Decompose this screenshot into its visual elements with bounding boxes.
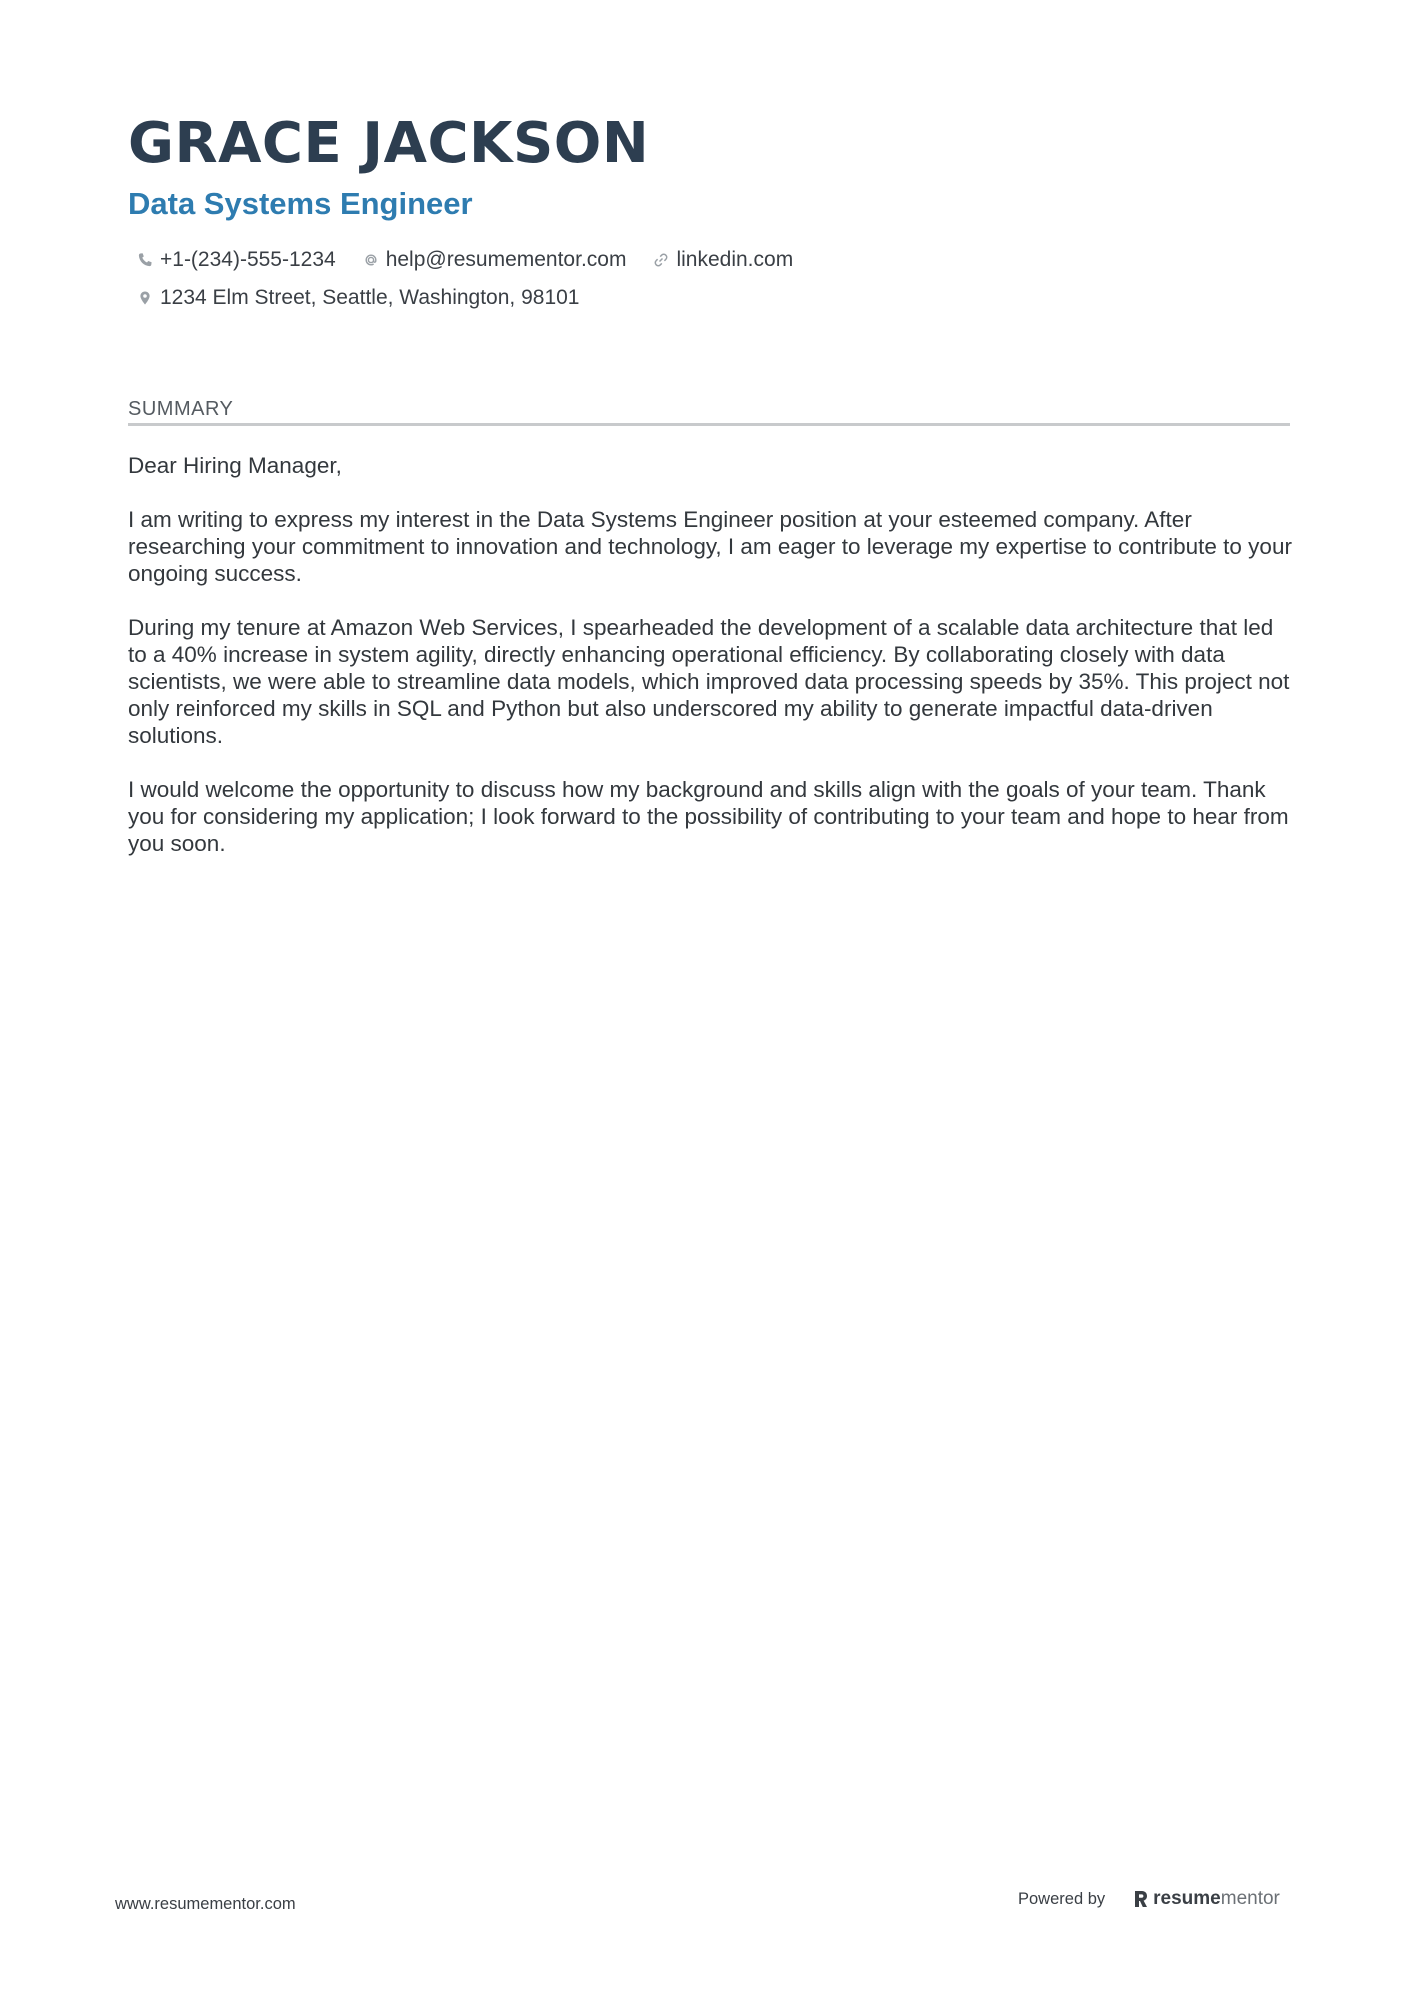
letter-body [128, 452, 1293, 884]
contact-row-2 [136, 284, 1286, 312]
at-icon [362, 251, 380, 269]
resumementor-logo-icon [1133, 1889, 1149, 1909]
contact-info [136, 246, 1286, 322]
location-pin-icon [136, 289, 154, 307]
phone-text: +1-(234)-555-1234 [160, 248, 336, 271]
phone-icon [136, 251, 154, 269]
applicant-name: GRACE JACKSON [128, 111, 650, 176]
job-title: Data Systems Engineer [128, 186, 473, 221]
letter-greeting: Dear Hiring Manager, [128, 453, 342, 478]
address-text: 1234 Elm Street, Seattle, Washington, 98101 [160, 286, 580, 309]
summary-section-heading [128, 398, 1290, 426]
letter-paragraph-1: I am writing to express my interest in the Data Systems Engineer position at your esteemed company. After researching your commitment to innovation and technology, I am eager to leverage my expertise to contribute to your ongoing success. [128, 507, 1292, 586]
linkedin-text: linkedin.com [676, 248, 794, 271]
contact-phone [136, 248, 336, 272]
footer-branding [1018, 1888, 1280, 1910]
letter-paragraph-2: During my tenure at Amazon Web Services, I spearheaded the development of a scalable data architecture that led to a 40% increase in system agility, directly enhancing operational efficiency. By collaborating closely with data scientists, we were able to streamline data models, which improved data processing speeds by 35%. This project not only reinforced my skills in SQL and Python but also underscored my ability to generate impactful data-driven solutions. [128, 615, 1290, 748]
letter-paragraph-3: I would welcome the opportunity to discuss how my background and skills align with the goals of your team. Thank you for considering my application; I look forward to the possibility of contributing to your team and hope to hear from you soon. [128, 777, 1289, 856]
brand-text-bold: resume [1153, 1888, 1221, 1909]
contact-row-1 [136, 246, 1286, 274]
powered-by-text: Powered by [1018, 1889, 1106, 1908]
brand-text-light: mentor [1220, 1888, 1280, 1909]
link-icon [652, 251, 670, 269]
contact-email [362, 248, 627, 272]
section-heading-text: SUMMARY [128, 398, 234, 420]
email-text: help@resumementor.com [385, 248, 627, 271]
contact-address [136, 286, 579, 310]
contact-linkedin [652, 248, 793, 272]
brand-logo[interactable] [1133, 1888, 1280, 1910]
footer-website[interactable]: www.resumementor.com [115, 1895, 296, 1913]
